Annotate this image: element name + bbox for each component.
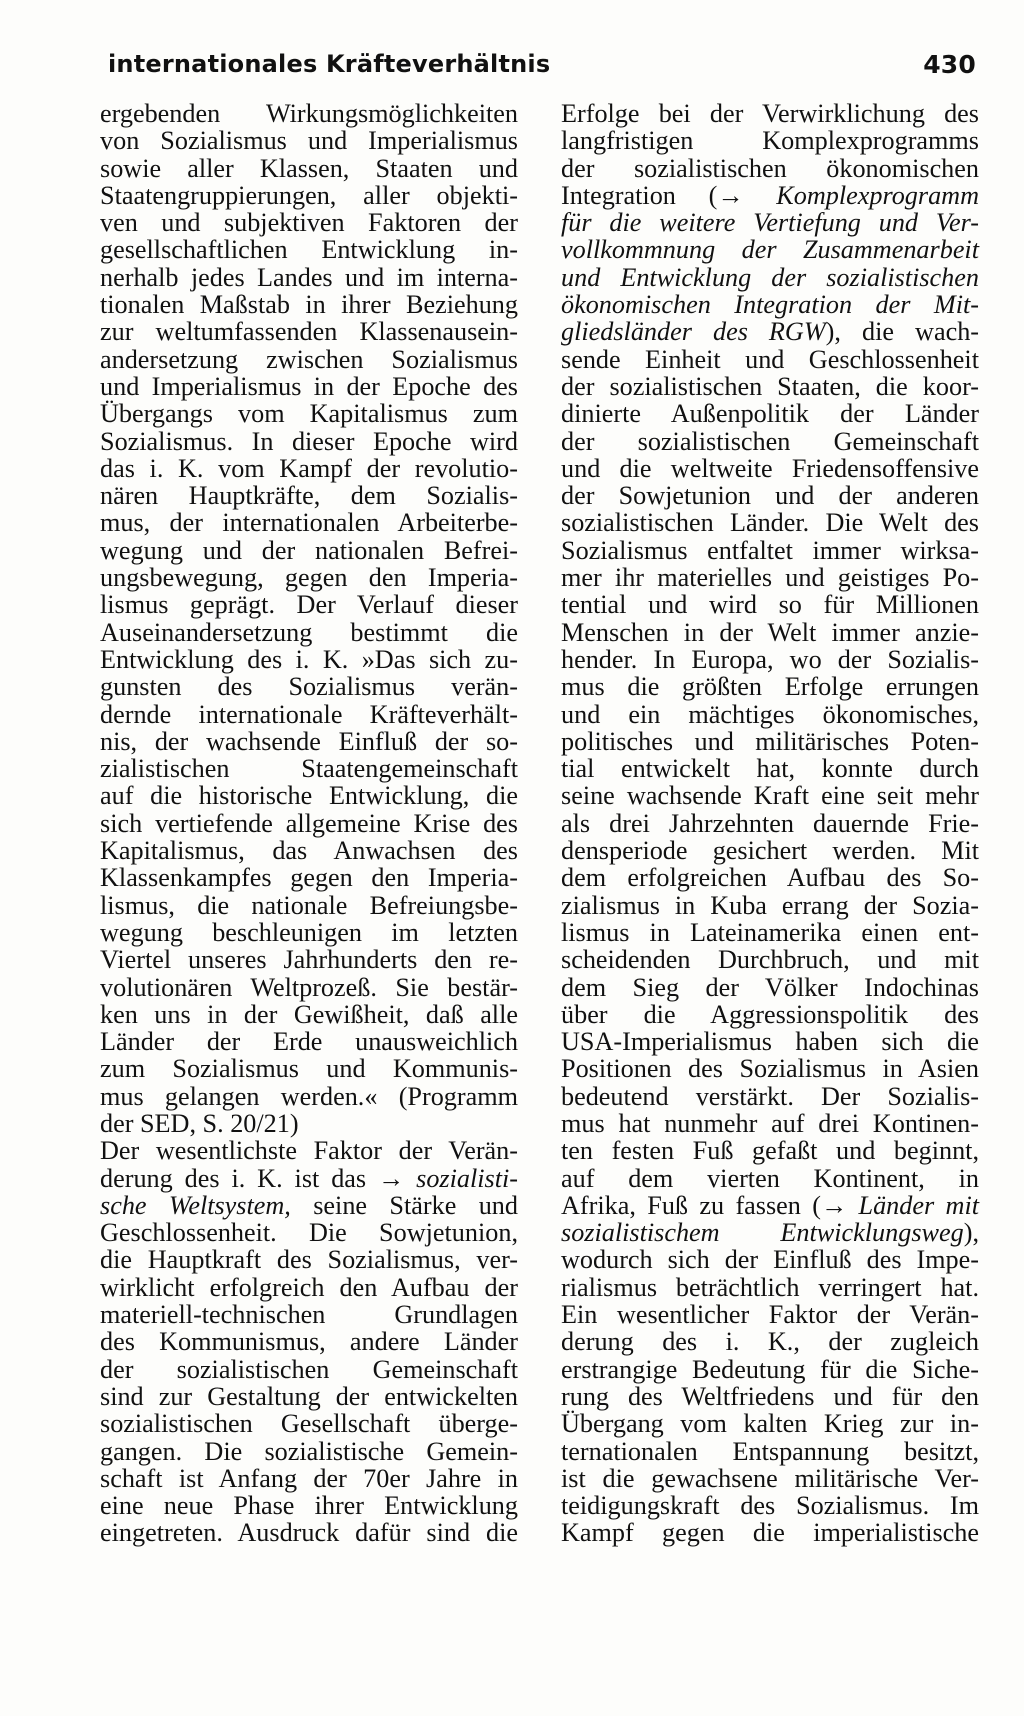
text-line (100, 1001, 518, 1028)
line-text: Übergang vom kalten Krieg zur in- (561, 1409, 979, 1439)
text-line (561, 1192, 979, 1219)
page-number: 430 (923, 49, 976, 79)
text-line (100, 946, 518, 973)
text-line (100, 1438, 518, 1465)
line-text: ken uns in der Gewißheit, daß alle (100, 999, 518, 1029)
line-text: USA-Imperialismus haben sich die (561, 1027, 979, 1057)
line-text: sozialistischen Gesellschaft überge- (100, 1409, 518, 1439)
text-line (100, 1328, 518, 1355)
line-text: wegung beschleunigen im letzten (100, 917, 518, 947)
text-line (100, 1055, 518, 1082)
text-line (100, 591, 518, 618)
text-line (561, 1492, 979, 1519)
line-text: der sozialistischen Staaten, die koor- (561, 371, 979, 401)
text-line (561, 1165, 979, 1192)
running-header (108, 42, 976, 86)
line-text: der sozialistischen Gemeinschaft (100, 1354, 518, 1384)
line-text: Erfolge bei der Verwirklichung des (561, 99, 979, 128)
line-text: und die weltweite Friedensoffensive (561, 453, 979, 483)
line-text: tential und wird so für Millionen (561, 590, 979, 620)
line-text: der sozialistischen ökonomischen (561, 153, 979, 183)
text-line (100, 1356, 518, 1383)
text-line (561, 373, 979, 400)
text-line (561, 782, 979, 809)
line-text: lismus, die nationale Befreiungsbe- (100, 890, 518, 920)
text-line (561, 837, 979, 864)
line-text: politisches und militärisches Poten- (561, 726, 979, 756)
line-text: gangen. Die sozialistische Gemein- (100, 1436, 518, 1466)
text-line (100, 1246, 518, 1273)
text-line (561, 1465, 979, 1492)
text-line (561, 564, 979, 591)
line-text: gunsten des Sozialismus verän- (100, 672, 518, 702)
line-text: ternationalen Entspannung besitzt, (561, 1436, 979, 1466)
line-text: lismus geprägt. Der Verlauf dieser (100, 590, 518, 620)
text-line (561, 1219, 979, 1246)
text-line (100, 892, 518, 919)
line-text: volutionären Weltprozeß. Sie bestär- (100, 972, 518, 1002)
line-text: Integration ( (561, 180, 718, 210)
line-text: nerhalb jedes Landes und im interna- (100, 262, 518, 292)
line-text: auf die historische Entwicklung, die (100, 781, 518, 811)
header-title: internationales Kräfteverhältnis (108, 50, 551, 78)
text-line (561, 182, 979, 209)
line-italic-text: gliedsländer des RGW (561, 317, 826, 347)
text-line (561, 1001, 979, 1028)
text-line (561, 1274, 979, 1301)
text-line (561, 892, 979, 919)
text-line (100, 1301, 518, 1328)
line-text: die Hauptkraft des Sozialismus, ver- (100, 1245, 518, 1275)
line-text: bedeutend verstärkt. Der Sozialis- (561, 1081, 979, 1111)
text-line (100, 482, 518, 509)
line-text: und Imperialismus in der Epoche des (100, 371, 518, 401)
line-text: Sozialismus entfaltet immer wirksa- (561, 535, 979, 565)
text-line (100, 373, 518, 400)
text-line (100, 209, 518, 236)
text-line (561, 673, 979, 700)
line-text: von Sozialismus und Imperialismus (100, 126, 518, 156)
text-line (100, 1465, 518, 1492)
line-text: schaft ist Anfang der 70er Jahre in (100, 1463, 518, 1493)
text-line (100, 264, 518, 291)
line-text: wegung und der nationalen Befrei- (100, 535, 518, 565)
text-line (561, 1110, 979, 1137)
line-text: rialismus beträchtlich verringert hat. (561, 1272, 979, 1302)
text-line (561, 264, 979, 291)
text-line (100, 1165, 518, 1192)
line-text: zialistischen Staatengemeinschaft (100, 754, 518, 784)
text-line (100, 1274, 518, 1301)
text-column-right (561, 100, 979, 1547)
line-italic-text: → Länder mit (820, 1190, 979, 1220)
line-text: langfristigen Komplexprogramms (561, 126, 979, 156)
line-text: das i. K. vom Kampf der revolutio- (100, 453, 518, 483)
text-line (561, 810, 979, 837)
line-text: mus die größten Erfolge errungen (561, 672, 979, 702)
line-text: dinierte Außenpolitik der Länder (561, 399, 979, 429)
text-line (561, 864, 979, 891)
line-italic-text: und Entwicklung der sozialistischen (561, 262, 979, 292)
line-text: materiell-technischen Grundlagen (100, 1300, 518, 1330)
line-text: dernde internationale Kräfteverhält- (100, 699, 518, 729)
line-italic-text: → Komplexprogramm (717, 180, 979, 210)
text-line (100, 428, 518, 455)
text-line (561, 1301, 979, 1328)
text-line (100, 1028, 518, 1055)
line-text: tionalen Maßstab in ihrer Beziehung (100, 290, 518, 320)
line-text: sozialistischen Länder. Die Welt des (561, 508, 979, 538)
line-text: und ein mächtiges ökonomisches, (561, 699, 979, 729)
text-line (561, 482, 979, 509)
text-line (100, 400, 518, 427)
text-column-left (100, 100, 518, 1547)
text-line (561, 1410, 979, 1437)
text-line (100, 755, 518, 782)
line-text: andersetzung zwischen Sozialismus (100, 344, 518, 374)
text-line (561, 1438, 979, 1465)
text-line (561, 591, 979, 618)
text-line (100, 509, 518, 536)
line-text: wirklicht erfolgreich den Aufbau der (100, 1272, 518, 1302)
line-text: seine wachsende Kraft eine seit mehr (561, 781, 979, 811)
line-text: auf dem vierten Kontinent, in (561, 1163, 979, 1193)
text-line (100, 537, 518, 564)
line-text: sind zur Gestaltung der entwickelten (100, 1381, 518, 1411)
text-line (100, 1137, 518, 1164)
line-text: ), die wach- (825, 317, 980, 347)
line-text: über die Aggressionspolitik des (561, 999, 979, 1029)
line-text: zum Sozialismus und Kommunis- (100, 1054, 518, 1084)
line-text: ist die gewachsene militärische Ver- (561, 1463, 979, 1493)
text-line (561, 619, 979, 646)
text-line (561, 428, 979, 455)
line-text: Sozialismus. In dieser Epoche wird (100, 426, 518, 456)
text-line (100, 346, 518, 373)
line-text: dem Sieg der Völker Indochinas (561, 972, 979, 1002)
line-text: der Sowjetunion und der anderen (561, 481, 979, 511)
line-text: Übergangs vom Kapitalismus zum (100, 399, 518, 429)
line-text: mer ihr materielles und geistiges Po- (561, 563, 979, 593)
text-line (100, 1110, 518, 1137)
line-text: Der wesentlichste Faktor der Verän- (100, 1136, 518, 1166)
line-italic-text: für die weitere Vertiefung und Ver- (561, 208, 979, 238)
text-line (100, 837, 518, 864)
text-line (561, 1137, 979, 1164)
text-line (561, 1328, 979, 1355)
line-text: Positionen des Sozialismus in Asien (561, 1054, 979, 1084)
line-italic-text: vollkommnung der Zusammenarbeit (561, 235, 979, 265)
line-italic-text: ökonomischen Integration der Mit- (561, 290, 979, 320)
text-line (561, 1055, 979, 1082)
text-line (561, 646, 979, 673)
text-line (561, 100, 979, 127)
line-text: des Kommunismus, andere Länder (100, 1327, 518, 1357)
line-text: als drei Jahrzehnten dauernde Frie- (561, 808, 979, 838)
text-line (561, 728, 979, 755)
line-text: eingetreten. Ausdruck dafür sind die (100, 1518, 518, 1548)
line-text: erstrangige Bedeutung für die Siche- (561, 1354, 979, 1384)
line-text: der sozialistischen Gemeinschaft (561, 426, 979, 456)
text-line (100, 919, 518, 946)
text-line (100, 127, 518, 154)
text-line (100, 455, 518, 482)
text-line (100, 182, 518, 209)
text-line (100, 701, 518, 728)
text-line (561, 318, 979, 345)
line-text: nis, der wachsende Einfluß der so- (100, 726, 518, 756)
line-text: Entwicklung des i. K. »Das sich zu- (100, 644, 518, 674)
text-line (561, 155, 979, 182)
line-text: ungsbewegung, gegen den Imperia- (100, 563, 518, 593)
text-line (561, 1028, 979, 1055)
text-line (100, 291, 518, 318)
text-line (100, 1083, 518, 1110)
text-line (561, 537, 979, 564)
line-text: eine neue Phase ihrer Entwicklung (100, 1491, 518, 1521)
line-italic-text: → sozialisti- (366, 1163, 518, 1193)
line-text: mus, der internationalen Arbeiterbe- (100, 508, 518, 538)
line-text: Kapitalismus, das Anwachsen des (100, 836, 518, 866)
text-line (561, 291, 979, 318)
line-text: gesellschaftlichen Entwicklung in- (100, 235, 518, 265)
text-line (100, 646, 518, 673)
text-line (100, 155, 518, 182)
line-text: tial entwickelt hat, konnte durch (561, 754, 979, 784)
line-text: Länder der Erde unausweichlich (100, 1027, 518, 1057)
line-text: densperiode gesichert werden. Mit (561, 836, 979, 866)
text-line (561, 701, 979, 728)
line-text: ven und subjektiven Faktoren der (100, 208, 518, 238)
line-text: sowie aller Klassen, Staaten und (100, 153, 518, 183)
line-text: nären Hauptkräfte, dem Sozialis- (100, 481, 518, 511)
line-italic-text: sche Weltsystem, (100, 1190, 291, 1220)
text-line (100, 864, 518, 891)
line-text: ten festen Fuß gefaßt und beginnt, (561, 1136, 979, 1166)
line-text: sende Einheit und Geschlossenheit (561, 344, 979, 374)
line-text: ergebenden Wirkungsmöglichkeiten (100, 99, 518, 128)
text-line (561, 946, 979, 973)
line-text: derung des i. K., der zugleich (561, 1327, 979, 1357)
text-line (561, 974, 979, 1001)
text-line (100, 810, 518, 837)
line-text: Kampf gegen die imperialistische (561, 1518, 979, 1548)
text-line (100, 1192, 518, 1219)
text-line (100, 974, 518, 1001)
line-text: Viertel unseres Jahrhunderts den re- (100, 945, 518, 975)
text-line (561, 209, 979, 236)
line-text: der SED, S. 20/21) (100, 1108, 299, 1138)
text-line (561, 919, 979, 946)
text-line (561, 346, 979, 373)
text-line (561, 509, 979, 536)
text-line (100, 619, 518, 646)
text-line (100, 1383, 518, 1410)
line-text: wodurch sich der Einfluß des Impe- (561, 1245, 979, 1275)
text-line (561, 1356, 979, 1383)
text-line (561, 455, 979, 482)
text-line (100, 728, 518, 755)
line-text: Staatengruppierungen, aller objekti- (100, 180, 518, 210)
text-line (561, 236, 979, 263)
line-text: Auseinandersetzung bestimmt die (100, 617, 518, 647)
text-line (561, 1246, 979, 1273)
text-line (561, 755, 979, 782)
line-text: Ein wesentlicher Faktor der Verän- (561, 1300, 979, 1330)
text-line (100, 236, 518, 263)
text-line (561, 400, 979, 427)
line-text: hender. In Europa, wo der Sozialis- (561, 644, 979, 674)
line-text: Geschlossenheit. Die Sowjetunion, (100, 1218, 518, 1248)
line-text: seine Stärke und (290, 1190, 518, 1220)
text-line (561, 1083, 979, 1110)
text-line (100, 1519, 518, 1546)
text-line (561, 127, 979, 154)
line-italic-text: sozialistischem Entwicklungsweg (561, 1218, 964, 1248)
line-text: mus gelangen werden.« (Programm (100, 1081, 518, 1111)
text-line (561, 1519, 979, 1546)
line-text: Menschen in der Welt immer anzie- (561, 617, 979, 647)
text-line (100, 1492, 518, 1519)
text-line (100, 1219, 518, 1246)
line-text: zur weltumfassenden Klassenausein- (100, 317, 518, 347)
text-line (100, 318, 518, 345)
text-line (100, 782, 518, 809)
line-text: sich vertiefende allgemeine Krise des (100, 808, 518, 838)
text-line (100, 1410, 518, 1437)
line-text: scheidenden Durchbruch, und mit (561, 945, 979, 975)
text-line (561, 1383, 979, 1410)
line-text: zialismus in Kuba errang der Sozia- (561, 890, 979, 920)
text-line (100, 673, 518, 700)
line-text: dem erfolgreichen Aufbau des So- (561, 863, 979, 893)
line-text: lismus in Lateinamerika einen ent- (561, 917, 979, 947)
line-text: mus hat nunmehr auf drei Kontinen- (561, 1108, 979, 1138)
line-text: Afrika, Fuß zu fassen ( (561, 1190, 821, 1220)
line-text: Klassenkampfes gegen den Imperia- (100, 863, 518, 893)
line-text: rung des Weltfriedens und für den (561, 1381, 979, 1411)
text-line (100, 100, 518, 127)
line-text: derung des i. K. ist das (100, 1163, 367, 1193)
text-line (100, 564, 518, 591)
line-text: ), (963, 1218, 979, 1248)
line-text: teidigungskraft des Sozialismus. Im (561, 1491, 979, 1521)
